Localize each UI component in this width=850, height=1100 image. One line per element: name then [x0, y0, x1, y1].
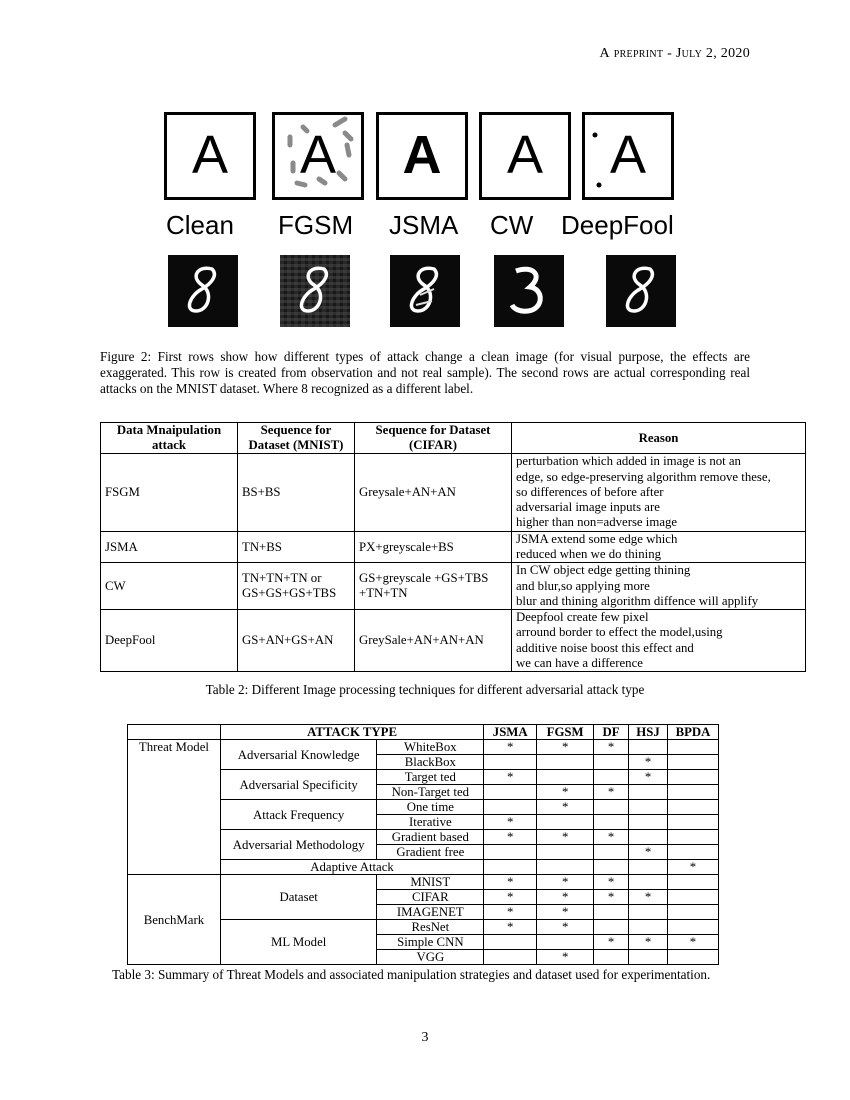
attack-cell: CW [101, 563, 238, 610]
mark-cell: * [537, 830, 594, 845]
mark-cell [629, 785, 668, 800]
row-label: Gradient free [377, 845, 484, 860]
attack-cell: FSGM [101, 454, 238, 532]
deepfool-glyph-box [582, 112, 674, 200]
mark-cell: * [484, 890, 537, 905]
mark-cell [484, 860, 537, 875]
table-row [101, 610, 806, 672]
mark-cell [484, 950, 537, 965]
mark-cell: * [594, 890, 629, 905]
table2-caption: Table 2: Different Image processing techniques for different adversarial attack type [205, 682, 645, 697]
mark-cell [668, 815, 719, 830]
clean-glyph-box [164, 112, 256, 200]
mnist-sample-jsma [390, 255, 460, 327]
figure-mnist-row [160, 255, 680, 333]
table-header: ATTACK TYPE [220, 725, 483, 740]
row-label: ResNet [377, 920, 484, 935]
mark-cell: * [594, 830, 629, 845]
category-knowledge: Adversarial Knowledge [220, 740, 377, 770]
header-prefix: A [599, 46, 610, 61]
mark-cell: * [629, 890, 668, 905]
mark-cell: * [594, 740, 629, 755]
mark-cell: * [484, 830, 537, 845]
mark-cell [668, 950, 719, 965]
reason-line: blur and thining algorithm diffence will applify [516, 593, 759, 608]
mark-cell: * [594, 875, 629, 890]
reason-cell [512, 454, 806, 532]
table3-caption: Table 3: Summary of Threat Models and associated manipulation strategies and dataset used for experimentation. [112, 967, 711, 982]
mark-cell [668, 770, 719, 785]
mark-cell: * [537, 785, 594, 800]
mnist-sample-deepfool [606, 255, 676, 327]
mark-cell: * [537, 920, 594, 935]
mark-cell [537, 935, 594, 950]
glyph-a: A [402, 125, 442, 185]
mark-cell [668, 845, 719, 860]
mark-cell: * [484, 920, 537, 935]
mark-cell [484, 800, 537, 815]
attack-cell: DeepFool [101, 610, 238, 672]
mark-cell: * [668, 935, 719, 950]
mark-cell: * [629, 755, 668, 770]
mark-cell [629, 815, 668, 830]
running-header [599, 46, 750, 62]
mark-cell [668, 920, 719, 935]
category-specificity: Adversarial Specificity [220, 770, 377, 800]
reason-line: In CW object edge getting thining [516, 563, 691, 578]
header-text: preprint - July 2, 2020 [609, 46, 750, 61]
mark-cell [594, 920, 629, 935]
reason-line: so differences of before after [516, 484, 664, 499]
mark-cell [629, 950, 668, 965]
reason-cell [512, 563, 806, 610]
mark-cell [594, 845, 629, 860]
glyph-a: A [299, 125, 337, 185]
reason-line: we can have a difference [516, 655, 643, 670]
mark-cell [594, 770, 629, 785]
category-adaptive: Adaptive Attack [220, 860, 483, 875]
glyph-a: A [191, 125, 229, 185]
mark-cell [668, 875, 719, 890]
row-label: Non-Target ted [377, 785, 484, 800]
mnist-sequence-cell: GS+AN+GS+AN [238, 610, 355, 672]
figure-label-jsma: JSMA [389, 210, 459, 240]
table-row [101, 532, 806, 563]
table-row [101, 454, 806, 532]
figure-label-clean: Clean [166, 210, 234, 240]
mark-cell [629, 920, 668, 935]
mark-cell [629, 800, 668, 815]
table-row [128, 875, 719, 890]
reason-line: perturbation which added in image is not an [516, 454, 741, 469]
mark-cell: * [629, 845, 668, 860]
reason-line: Deepfool create few pixel [516, 610, 649, 625]
reason-line: adversarial image inputs are [516, 500, 660, 515]
reason-cell [512, 532, 806, 563]
category-ml-model: ML Model [220, 920, 377, 965]
mark-cell [537, 815, 594, 830]
mark-cell: * [537, 905, 594, 920]
mark-cell [537, 755, 594, 770]
figure-label-cw: CW [490, 210, 534, 240]
figure-label-fgsm: FGSM [278, 210, 354, 240]
mark-cell: * [484, 815, 537, 830]
mark-cell [629, 740, 668, 755]
cifar-sequence-cell: GreySale+AN+AN+AN [355, 610, 512, 672]
mark-cell: * [537, 950, 594, 965]
mnist-sample-clean [168, 255, 238, 327]
table-header: HSJ [629, 725, 668, 740]
reason-line: higher than non=adverse image [516, 515, 678, 530]
mark-cell [594, 905, 629, 920]
mark-cell: * [537, 875, 594, 890]
mark-cell [594, 815, 629, 830]
category-methodology: Adversarial Methodology [220, 830, 377, 860]
reason-line: additive noise boost this effect and [516, 640, 694, 655]
mark-cell [594, 755, 629, 770]
table-header: Reason [512, 423, 806, 454]
mark-cell [668, 755, 719, 770]
reason-line: reduced when we do thining [516, 547, 661, 562]
mark-cell [668, 800, 719, 815]
mark-cell [594, 950, 629, 965]
mark-cell [537, 845, 594, 860]
mark-cell: * [629, 770, 668, 785]
jsma-glyph-box [376, 112, 468, 200]
mnist-sequence-cell: TN+TN+TN or GS+GS+GS+TBS [238, 563, 355, 610]
category-dataset: Dataset [220, 875, 377, 920]
mark-cell [537, 860, 594, 875]
mark-cell: * [484, 770, 537, 785]
page-number: 3 [421, 1030, 429, 1045]
mark-cell: * [537, 740, 594, 755]
table-image-processing [100, 422, 806, 672]
figure-label-deepfool: DeepFool [561, 210, 674, 240]
mark-cell [484, 755, 537, 770]
group-threat-model: Threat Model [128, 740, 221, 875]
table-row [128, 740, 719, 755]
mark-cell: * [537, 800, 594, 815]
mnist-sample-fgsm [280, 255, 350, 327]
mnist-sequence-cell: TN+BS [238, 532, 355, 563]
table-header: Sequence for Dataset (MNIST) [238, 423, 355, 454]
mark-cell [484, 845, 537, 860]
table-threat-models [127, 724, 719, 965]
table-header: FGSM [537, 725, 594, 740]
glyph-a: A [506, 125, 544, 185]
table-row [101, 563, 806, 610]
cifar-sequence-cell: Greysale+AN+AN [355, 454, 512, 532]
mark-cell: * [537, 890, 594, 905]
mark-cell: * [484, 905, 537, 920]
mark-cell [668, 785, 719, 800]
table-header: JSMA [484, 725, 537, 740]
glyph-a: A [609, 125, 647, 185]
cifar-sequence-cell: GS+greyscale +GS+TBS +TN+TN [355, 563, 512, 610]
mark-cell: * [668, 860, 719, 875]
mark-cell: * [484, 740, 537, 755]
category-frequency: Attack Frequency [220, 800, 377, 830]
mark-cell [668, 890, 719, 905]
row-label: IMAGENET [377, 905, 484, 920]
row-label: BlackBox [377, 755, 484, 770]
row-label: MNIST [377, 875, 484, 890]
group-benchmark: BenchMark [128, 875, 221, 965]
cifar-sequence-cell: PX+greyscale+BS [355, 532, 512, 563]
row-label: Gradient based [377, 830, 484, 845]
figure-illustration-row [160, 108, 680, 240]
row-label: Iterative [377, 815, 484, 830]
mark-cell [594, 860, 629, 875]
mark-cell [629, 860, 668, 875]
corner-cell [128, 725, 221, 740]
attack-cell: JSMA [101, 532, 238, 563]
mark-cell [629, 830, 668, 845]
mark-cell [668, 905, 719, 920]
table-header: BPDA [668, 725, 719, 740]
mark-cell [668, 830, 719, 845]
row-label: Target ted [377, 770, 484, 785]
fgsm-glyph-box [272, 112, 364, 200]
table-header: DF [594, 725, 629, 740]
row-label: Simple CNN [377, 935, 484, 950]
mark-cell: * [594, 785, 629, 800]
table-header: Data Mnaipulation attack [101, 423, 238, 454]
cw-glyph-box [479, 112, 571, 200]
reason-line: edge, so edge-preserving algorithm remove these, [516, 469, 771, 484]
reason-line: arround border to effect the model,using [516, 625, 723, 640]
mark-cell [668, 740, 719, 755]
mark-cell: * [594, 935, 629, 950]
mark-cell: * [629, 935, 668, 950]
row-label: CIFAR [377, 890, 484, 905]
row-label: One time [377, 800, 484, 815]
mark-cell: * [484, 875, 537, 890]
reason-line: and blur,so applying more [516, 578, 650, 593]
mark-cell [484, 935, 537, 950]
mark-cell [629, 875, 668, 890]
mnist-sample-cw [494, 255, 564, 327]
mark-cell [484, 785, 537, 800]
row-label: WhiteBox [377, 740, 484, 755]
mark-cell [594, 800, 629, 815]
mark-cell [629, 905, 668, 920]
reason-cell [512, 610, 806, 672]
mnist-sequence-cell: BS+BS [238, 454, 355, 532]
figure-caption: Figure 2: First rows show how different types of attack change a clean image (for visual purpose, the effects are exaggerated. This row is created from observation and not real sample). The second rows are actual corresponding real attacks on the MNIST dataset. Where 8 recognized as a different label. [100, 349, 750, 396]
mark-cell [537, 770, 594, 785]
row-label: VGG [377, 950, 484, 965]
reason-line: JSMA extend some edge which [516, 532, 678, 546]
table-header: Sequence for Dataset (CIFAR) [355, 423, 512, 454]
